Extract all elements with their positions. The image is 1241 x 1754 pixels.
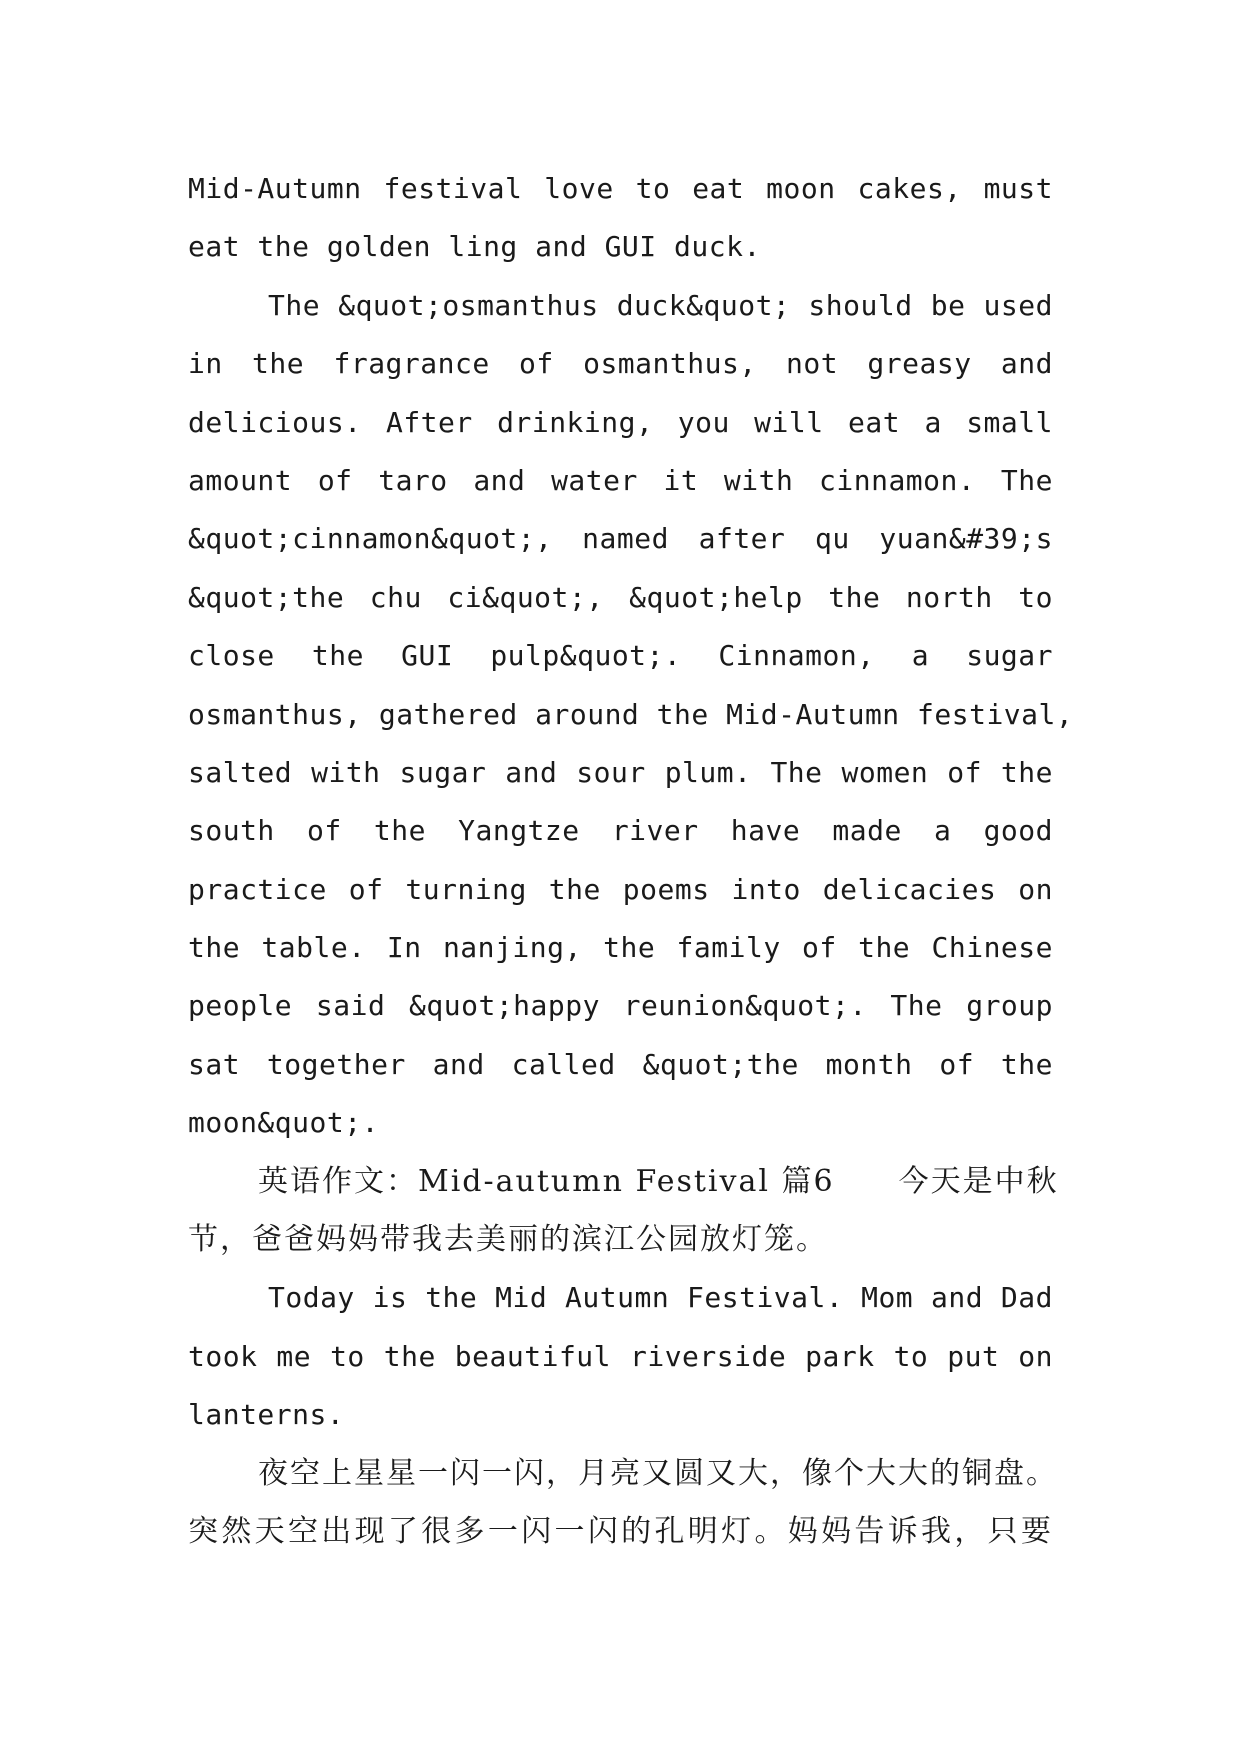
- text-line: south of the Yangtze river have made a good: [188, 814, 1053, 848]
- text-line: amount of taro and water it with cinnamon. The: [188, 463, 1053, 497]
- paragraph-4: [188, 1269, 1053, 1444]
- heading-line: 英语作文：Mid-autumn Festival 篇6 今天是中秋: [258, 1163, 1059, 1199]
- text-line: 突然天空出现了很多一闪一闪的孔明灯。妈妈告诉我，只要: [188, 1513, 1053, 1549]
- paragraph-1: [188, 160, 1053, 277]
- text-line: Mid-Autumn festival love to eat moon cakes, must: [188, 172, 1053, 205]
- text-line: &quot;cinnamon&quot;, named after qu yuan&#39;s: [188, 522, 1053, 556]
- text-line: sat together and called &quot;the month of the: [188, 1047, 1053, 1081]
- text-line: people said &quot;happy reunion&quot;. The group: [188, 989, 1053, 1023]
- text-line: 节，爸爸妈妈带我去美丽的滨江公园放灯笼。: [188, 1222, 828, 1258]
- text-line: in the fragrance of osmanthus, not greasy and: [188, 347, 1053, 381]
- text-line: practice of turning the poems into delicacies on: [188, 872, 1053, 906]
- text-line: moon&quot;.: [188, 1106, 379, 1140]
- paragraph-5: [188, 1445, 1058, 1562]
- paragraph-3: [188, 1153, 1059, 1270]
- text-line: Today is the Mid Autumn Festival. Mom and Dad: [268, 1281, 1053, 1315]
- text-line: The &quot;osmanthus duck&quot; should be used: [268, 288, 1053, 322]
- text-line: osmanthus, gathered around the Mid-Autumn festival,: [188, 697, 1074, 731]
- text-line: delicious. After drinking, you will eat a small: [188, 405, 1053, 439]
- text-line: close the GUI pulp&quot;. Cinnamon, a sugar: [188, 639, 1053, 673]
- text-line: salted with sugar and sour plum. The women of the: [188, 755, 1053, 789]
- text-line: lanterns.: [188, 1398, 345, 1432]
- text-line: took me to the beautiful riverside park to put on: [188, 1339, 1053, 1373]
- text-line: 夜空上星星一闪一闪，月亮又圆又大，像个大大的铜盘。: [258, 1455, 1058, 1491]
- document-page: [188, 160, 1074, 1561]
- text-line: the table. In nanjing, the family of the Chinese: [188, 931, 1053, 965]
- text-line: &quot;the chu ci&quot;, &quot;help the north to: [188, 580, 1053, 614]
- paragraph-2: [188, 277, 1074, 1153]
- text-line: eat the golden ling and GUI duck.: [188, 230, 761, 264]
